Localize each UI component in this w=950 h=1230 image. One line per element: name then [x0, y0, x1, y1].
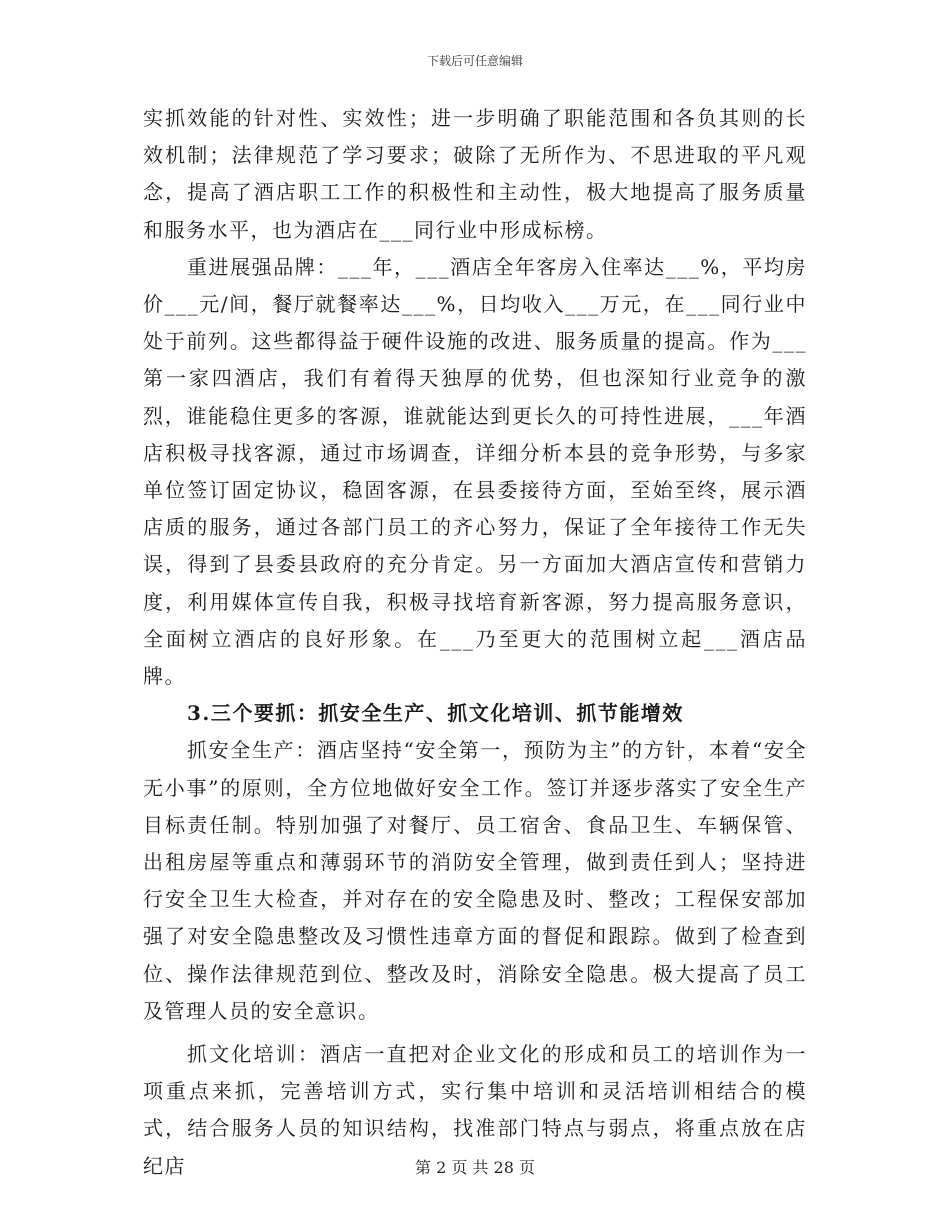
- section-heading: 3.三个要抓：抓安全生产、抓文化培训、抓节能增效: [187, 701, 684, 726]
- paragraph-training: 抓文化培训：酒店一直把对企业文化的形成和员工的培训作为一项重点来抓，完善培训方式，实行集中培训和灵活培训相结合的模式，结合服务人员的知识结构，找准部门特点与弱点，将重点放在店纪店: [143, 1042, 807, 1178]
- paragraph-brand: 重进展强品牌：___年，___酒店全年客房入住率达___%，平均房价___元/间，餐厅就餐率达___%，日均收入___万元，在___同行业中处于前列。这些都得益于硬件设施的改进、服务质量的提高。作为___第一家四酒店，我们有着得天独厚的优势，但也深知行业竞争的激烈，谁能稳住更多的客源，谁就能达到更长久的可持性进展，___年酒店积极寻找客源，通过市场调查，详细分析本县的竞争形势，与多家单位签订固定协议，稳固客源，在县委接待方面，至始至终，展示酒店质的服务，通过各部门员工的齐心努力，保证了全年接待工作无失误，得到了县委县政府的充分肯定。另一方面加大酒店宣传和营销力度，利用媒体宣传自我，积极寻找培育新客源，努力提高服务意识，全面树立酒店的良好形象。在___乃至更大的范围树立起___酒店品牌。: [143, 254, 807, 689]
- paragraph-safety: 抓安全生产：酒店坚持“安全第一，预防为主”的方针，本着“安全无小事”的原则，全方位地做好安全工作。签订并逐步落实了安全生产目标责任制。特别加强了对餐厅、员工宿舍、食品卫生、车辆保管、出租房屋等重点和薄弱环节的消防安全管理，做到责任到人；坚持进行安全卫生大检查，并对存在的安全隐患及时、整改；工程保安部加强了对安全隐患整改及习惯性违章方面的督促和跟踪。做到了检查到位、操作法律规范到位、整改及时，消除安全隐患。极大提高了员工及管理人员的安全意识。: [143, 738, 807, 1023]
- page-footer-number: 第 2 页 共 28 页: [415, 1158, 535, 1177]
- document-body: [143, 100, 807, 1185]
- paragraph-continuation: 实抓效能的针对性、实效性；进一步明确了职能范围和各负其则的长效机制；法律规范了学习要求；破除了无所作为、不思进取的平凡观念，提高了酒店职工工作的积极性和主动性，极大地提高了服务质量和服务水平，也为酒店在___同行业中形成标榜。: [143, 106, 807, 242]
- page-header-note: 下载后可任意编辑: [426, 54, 523, 68]
